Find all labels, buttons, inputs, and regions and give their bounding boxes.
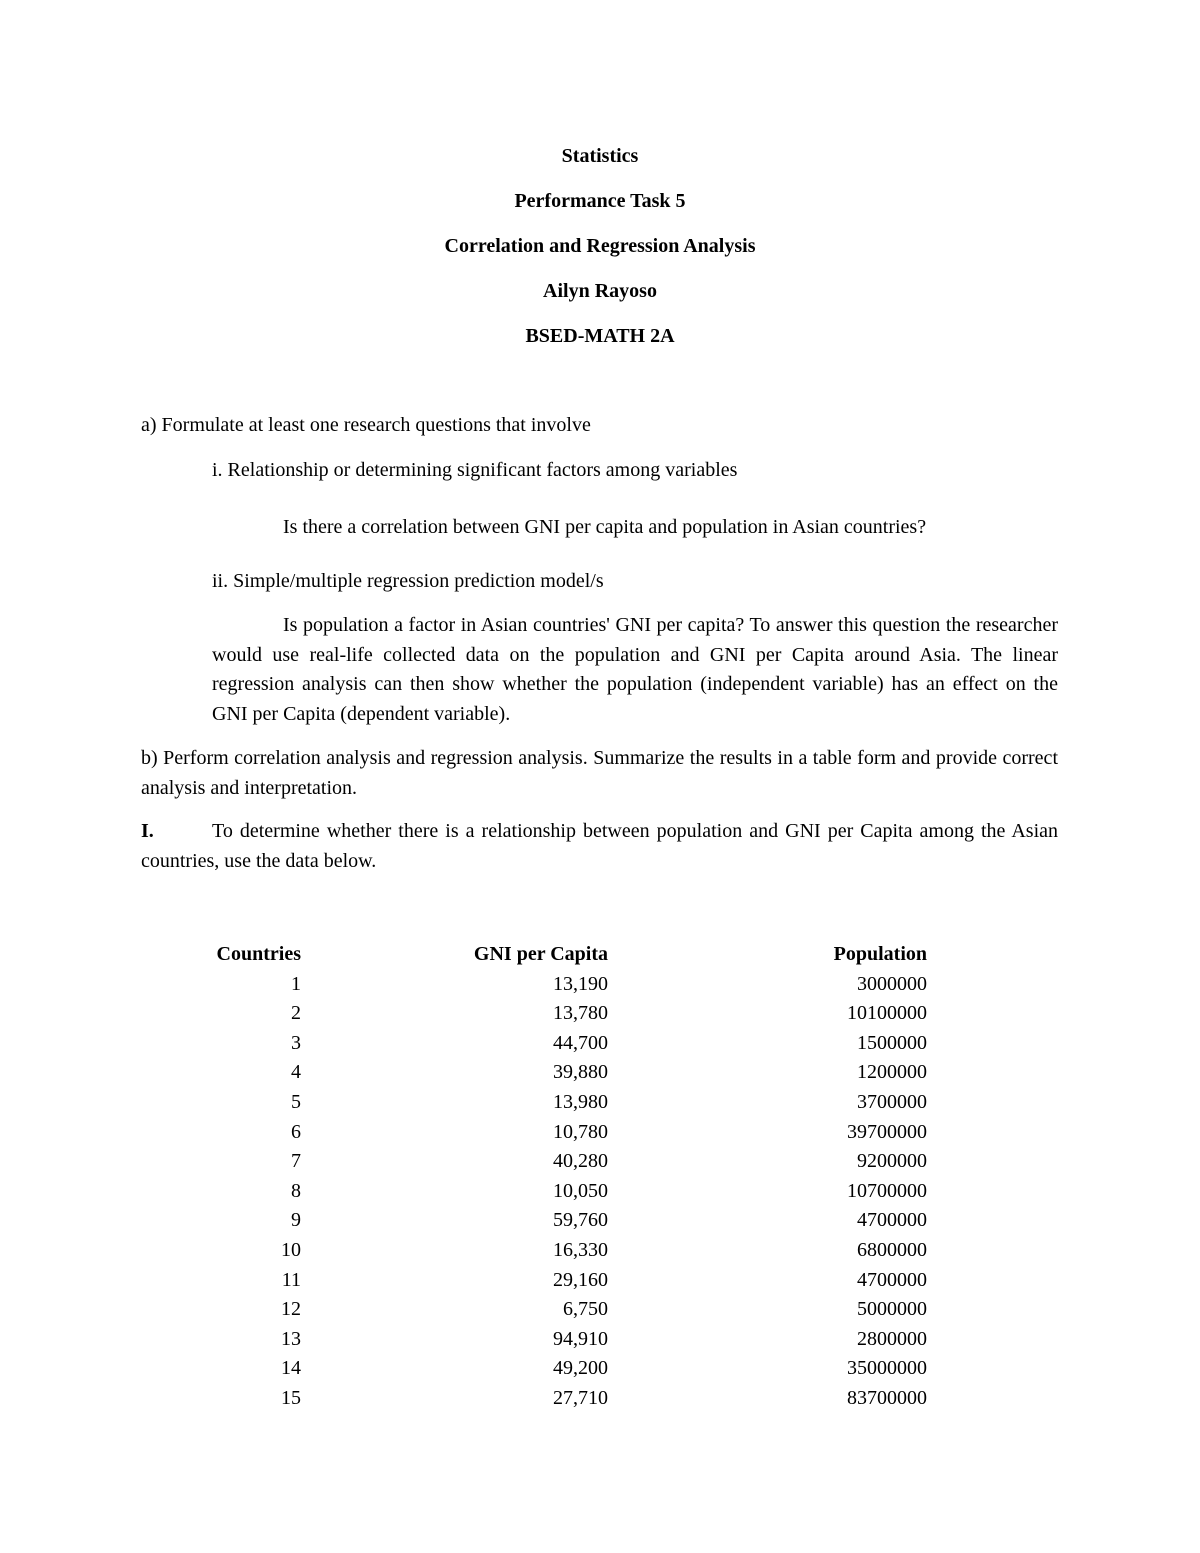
cell-gni: 39,880 — [553, 1061, 608, 1084]
table-row — [190, 1177, 927, 1207]
item-ii-label: ii. Simple/multiple regression prediction model/s — [212, 570, 604, 592]
cell-country: 6 — [291, 1120, 301, 1143]
cell-country: 7 — [291, 1150, 301, 1173]
cell-country: 1 — [291, 972, 301, 995]
cell-population: 35000000 — [847, 1357, 927, 1380]
item-i-answer: Is there a correlation between GNI per capita and population in Asian countries? — [283, 516, 927, 538]
cell-gni: 94,910 — [553, 1327, 608, 1350]
cell-population: 10100000 — [847, 1002, 927, 1025]
cell-population: 5000000 — [857, 1298, 927, 1321]
table-row — [190, 1088, 927, 1118]
header-population: Population — [833, 943, 927, 965]
table-header-row — [190, 940, 927, 970]
cell-country: 13 — [281, 1327, 301, 1350]
cell-country: 14 — [281, 1357, 301, 1380]
cell-population: 9200000 — [857, 1150, 927, 1173]
cell-country: 5 — [291, 1090, 301, 1113]
cell-population: 39700000 — [847, 1120, 927, 1143]
cell-population: 1200000 — [857, 1061, 927, 1084]
cell-gni: 49,200 — [553, 1357, 608, 1380]
cell-gni: 10,780 — [553, 1120, 608, 1143]
cell-gni: 59,760 — [553, 1209, 608, 1232]
cell-population: 83700000 — [847, 1386, 927, 1409]
table-row — [190, 1118, 927, 1148]
cell-gni: 6,750 — [563, 1298, 608, 1321]
subject-title: Statistics — [561, 145, 639, 167]
table-row — [190, 1325, 927, 1355]
table-row — [190, 1206, 927, 1236]
cell-population: 4700000 — [857, 1209, 927, 1232]
cell-country: 8 — [291, 1179, 301, 1202]
cell-population: 4700000 — [857, 1268, 927, 1291]
header-countries: Countries — [216, 943, 301, 965]
table-row — [190, 999, 927, 1029]
cell-gni: 10,050 — [553, 1179, 608, 1202]
part-a-prompt: a) Formulate at least one research questions that involve — [141, 414, 591, 436]
cell-population: 1500000 — [857, 1031, 927, 1054]
cell-country: 12 — [281, 1298, 301, 1321]
table-row — [190, 970, 927, 1000]
cell-country: 4 — [291, 1061, 301, 1084]
section-i-numeral: I. — [141, 820, 154, 842]
part-b-prompt: b) Perform correlation analysis and regression analysis. Summarize the results in a table form and provide correct analysis and interpretation. — [141, 747, 1058, 799]
table-row — [190, 1295, 927, 1325]
table-row — [190, 1029, 927, 1059]
section-i-text: To determine whether there is a relationship between population and GNI per Capita among the Asian countries, use the data below. — [141, 820, 1058, 872]
cell-population: 10700000 — [847, 1179, 927, 1202]
table-row — [190, 1236, 927, 1266]
task-title: Performance Task 5 — [514, 190, 686, 212]
topic-title: Correlation and Regression Analysis — [444, 235, 756, 257]
cell-country: 9 — [291, 1209, 301, 1232]
author-name: Ailyn Rayoso — [543, 280, 657, 302]
cell-population: 2800000 — [857, 1327, 927, 1350]
header-gni: GNI per Capita — [473, 943, 608, 965]
cell-gni: 13,190 — [553, 972, 608, 995]
data-table — [190, 940, 927, 1414]
cell-country: 3 — [291, 1031, 301, 1054]
table-row — [190, 1266, 927, 1296]
cell-country: 10 — [281, 1238, 301, 1261]
table-row — [190, 1147, 927, 1177]
cell-population: 6800000 — [857, 1238, 927, 1261]
cell-population: 3000000 — [857, 972, 927, 995]
cell-country: 11 — [281, 1268, 301, 1291]
cell-gni: 29,160 — [553, 1268, 608, 1291]
item-ii-answer: Is population a factor in Asian countries' GNI per capita? To answer this question the researcher would use real-life collected data on the population and GNI per Capita around Asia. The linear regression analysis can then show whether the population (independent variable) has an effect on the GNI per Capita (dependent variable). — [212, 614, 1058, 725]
cell-country: 15 — [281, 1386, 301, 1409]
section-i — [141, 817, 1058, 876]
cell-population: 3700000 — [857, 1090, 927, 1113]
item-i-label: i. Relationship or determining significant factors among variables — [212, 459, 738, 481]
cell-gni: 27,710 — [553, 1386, 608, 1409]
cell-gni: 40,280 — [553, 1150, 608, 1173]
cell-gni: 16,330 — [553, 1238, 608, 1261]
cell-gni: 13,780 — [553, 1002, 608, 1025]
table-row — [190, 1354, 927, 1384]
cell-gni: 13,980 — [553, 1090, 608, 1113]
cell-country: 2 — [291, 1002, 301, 1025]
table-row — [190, 1058, 927, 1088]
section-name: BSED-MATH 2A — [525, 325, 675, 347]
table-row — [190, 1384, 927, 1414]
cell-gni: 44,700 — [553, 1031, 608, 1054]
